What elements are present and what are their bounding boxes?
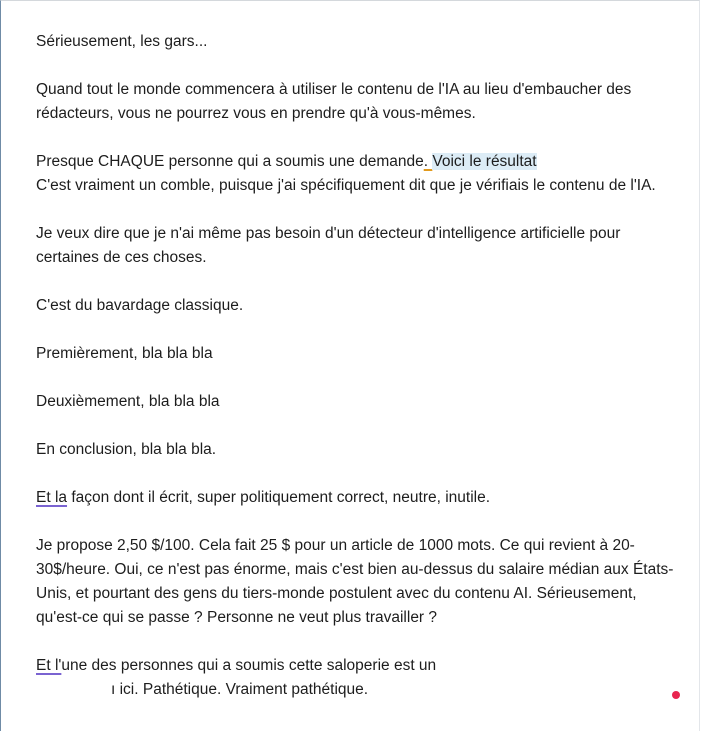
notification-dot-icon <box>672 691 680 699</box>
paragraph-3-line-1 <box>36 150 684 174</box>
paragraph-4: Je veux dire que je n'ai même pas besoin d'un détecteur d'intelligence artificielle pour certaines de ces choses. <box>36 225 621 266</box>
paragraph-5: C'est du bavardage classique. <box>36 297 244 314</box>
paragraph-6: Premièrement, bla bla bla <box>36 345 213 362</box>
paragraph-11-line-1 <box>36 654 684 678</box>
paragraph-10: Je propose 2,50 $/100. Cela fait 25 $ pour un article de 1000 mots. Ce qui revient à 20-30$/heure. Oui, ce n'est pas énorme, mais c'est bien au-dessus du salaire médian aux États-Unis, et pourtant des gens du tiers-monde postulent avec du contenu AI. Sérieusement, qu'est-ce qui se passe ? Personne ne veut plus travailler ? <box>36 537 674 626</box>
paragraph-9 <box>36 486 684 510</box>
paragraph-7: Deuxièmement, bla bla bla <box>36 393 220 410</box>
paragraph-9-text: façon dont il écrit, super politiquement correct, neutre, inutile. <box>67 489 491 506</box>
paragraph-11-line-2: ı ici. Pathétique. Vraiment pathétique. <box>111 681 369 698</box>
document-body[interactable] <box>36 30 684 702</box>
highlighted-text: Voici le résultat <box>432 153 537 170</box>
paragraph-3 <box>36 150 684 198</box>
grammar-suggestion[interactable]: Et la <box>36 489 68 506</box>
paragraph-11 <box>36 654 684 702</box>
paragraph-11-text: une des personnes qui a soumis cette saloperie est un <box>61 657 437 674</box>
paragraph-3-line-2: C'est vraiment un comble, puisque j'ai spécifiquement dit que je vérifiais le contenu de l'IA. <box>36 177 656 194</box>
paragraph-8: En conclusion, bla bla bla. <box>36 441 217 458</box>
spelling-mark[interactable]: . <box>423 153 433 170</box>
paragraph-1: Sérieusement, les gars... <box>36 33 208 50</box>
grammar-suggestion-2[interactable]: Et l' <box>36 657 62 674</box>
paragraph-3-text: Presque CHAQUE personne qui a soumis une demande <box>36 153 424 170</box>
paragraph-2: Quand tout le monde commencera à utiliser le contenu de l'IA au lieu d'embaucher des rédacteurs, vous ne pourrez vous en prendre qu'à vous-mêmes. <box>36 81 632 122</box>
